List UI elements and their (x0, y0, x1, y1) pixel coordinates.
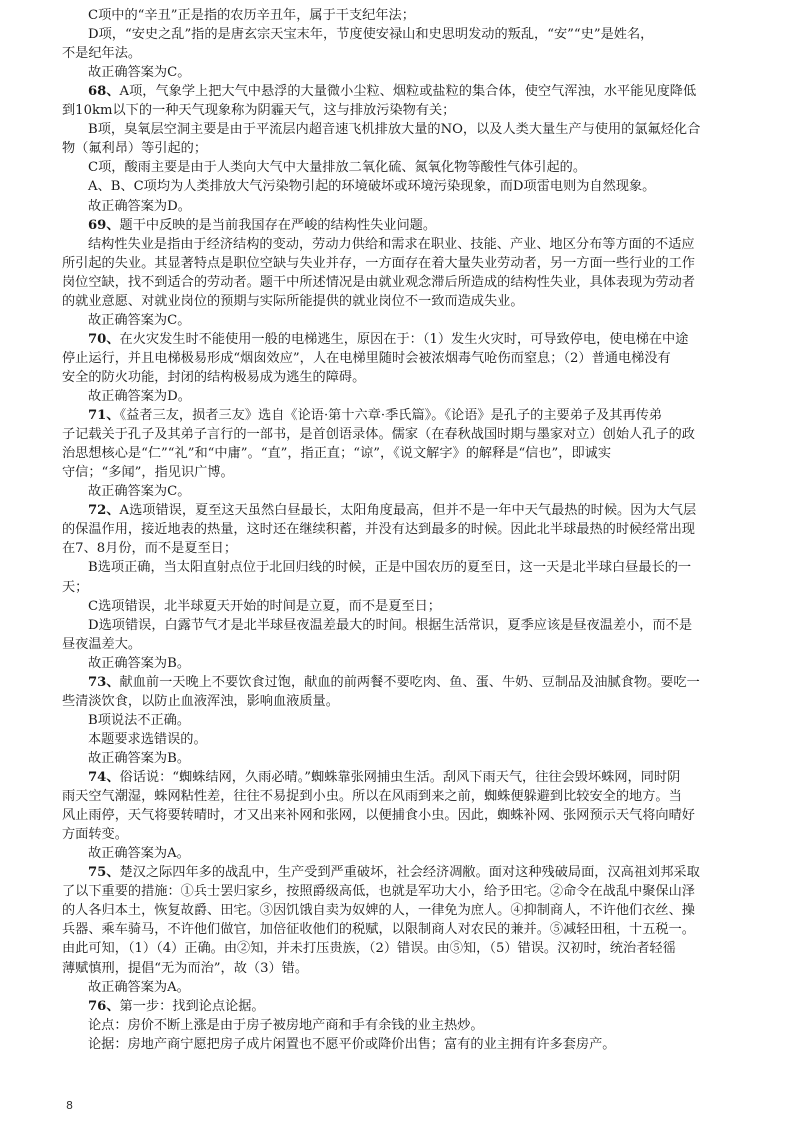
text-line: 在7、8月份，而不是夏至日； (62, 541, 238, 557)
text-line: 所引起的失业。其显著特点是职位空缺与失业并存，一方面存在着大量失业劳动者，另一方面一些行业的工作 (62, 255, 695, 271)
text-line: 故正确答案为A。 (88, 979, 190, 995)
text-line: 故正确答案为D。 (88, 198, 191, 214)
text-line: B选项正确，当太阳直射点位于北回归线的时候，正是中国农历的夏至日，这一天是北半球白昼最长的一 (88, 560, 692, 576)
text-line: 安全的防火功能，封闭的结构极易成为逃生的障碍。 (62, 369, 366, 385)
text-line: 69、题干中反映的是当前我国存在严峻的结构性失业问题。 (88, 217, 437, 233)
text-line: 由此可知，（1）（4）正确。由②知，并未打压贵族，（2）错误。由⑤知，（5）错误。汉初时，统治者轻徭 (62, 941, 676, 957)
text-line: 73、献血前一天晚上不要饮食过饱，献血的前两餐不要吃肉、鱼、蛋、牛奶、豆制品及油腻食物。要吃一 (88, 674, 700, 690)
text-line: 不是纪年法。 (62, 46, 142, 62)
text-line: 些清淡饮食，以防止血液浑浊，影响血液质量。 (62, 693, 339, 709)
text-line: 70、在火灾发生时不能使用一般的电梯逃生，原因在于：（1）发生火灾时，可导致停电，使电梯在中途 (88, 331, 689, 347)
page-number: 8 (66, 1099, 73, 1112)
text-line: 昼夜温差大。 (62, 636, 142, 652)
text-line: 故正确答案为C。 (88, 484, 191, 500)
text-line: 物（氟利昂）等引起的； (62, 141, 208, 157)
text-line: 子记载关于孔子及其弟子言行的一部书，是首创语录体。儒家（在春秋战国时期与墨家对立）创始人孔子的政 (62, 427, 695, 443)
text-line: 74、俗话说：“蜘蛛结网，久雨必晴。”蜘蛛靠张网捕虫生活。刮风下雨天气，往往会毁坏蛛网，同时阴 (88, 770, 681, 785)
text-line: D选项错误，白露节气才是北半球昼夜温差最大的时间。根据生活常识，夏季应该是昼夜温差小，而不是 (88, 617, 693, 633)
text-line: 治思想核心是“仁”“礼”和“中庸”。“直”，指正直；“谅”，《说文解字》的解释是“信也”，即诚实 (62, 446, 612, 462)
text-line: C项，酸雨主要是由于人类向大气中大量排放二氧化硫、氮氧化物等酸性气体引起的。 (88, 160, 587, 176)
text-line: 了以下重要的措施：①兵士罢归家乡，按照爵级高低，也就是军功大小，给予田宅。②命令在战乱中聚保山泽 (62, 884, 695, 900)
text-line: 天； (62, 579, 89, 595)
text-line: 守信；“多闻”，指见识广博。 (62, 465, 234, 481)
text-line: 故正确答案为B。 (88, 750, 191, 766)
text-line: 76、第一步：找到论点论据。 (88, 998, 265, 1014)
text-line: 到10km以下的一种天气现象称为阴霾天气，这与排放污染物有关； (62, 103, 456, 119)
text-line: 68、A项，气象学上把大气中悬浮的大量微小尘粒、烟粒或盐粒的集合体，使空气浑浊，水平能见度降低 (88, 84, 697, 100)
text-line: B项，臭氧层空洞主要是由于平流层内超音速飞机排放大量的NO，以及人类大量生产与使用的氯氟烃化合 (88, 122, 701, 138)
text-line: 75、楚汉之际四年多的战乱中，生产受到严重破坏，社会经济凋敝。面对这种残破局面，汉高祖刘邦采取 (88, 865, 700, 881)
text-line: D项，“安史之乱”指的是唐玄宗天宝末年，节度使安禄山和史思明发动的叛乱，“安”“史”是姓名， (88, 27, 654, 43)
text-line: 的人各归本土，恢复故爵、田宅。③因饥饿自卖为奴婢的人，一律免为庶人。④抑制商人，不许他们衣丝、操 (62, 903, 695, 919)
text-line: 故正确答案为C。 (88, 65, 191, 81)
text-line: 故正确答案为B。 (88, 655, 191, 671)
text-line: 结构性失业是指由于经济结构的变动，劳动力供给和需求在职业、技能、产业、地区分布等方面的不适应 (88, 236, 695, 252)
text-line: 论点：房价不断上涨是由于房子被房地产商和手有余钱的业主热炒。 (88, 1017, 484, 1033)
text-line: 故正确答案为A。 (88, 846, 190, 862)
text-line: 薄赋慎刑，提倡“无为而治”，故（3）错。 (62, 960, 309, 976)
text-line: A、B、C项均为人类排放大气污染物引起的环境破坏或环境污染现象，而D项雷电则为自然现象。 (88, 179, 656, 195)
text-line: 72、A选项错误，夏至这天虽然白昼最长，太阳角度最高，但并不是一年中天气最热的时候。因为大气层 (88, 503, 697, 519)
text-line: C项中的“辛丑”正是指的农历辛丑年，属于干支纪年法； (88, 8, 415, 23)
text-line: 停止运行，并且电梯极易形成“烟囱效应”，人在电梯里随时会被浓烟毒气呛伤而窒息；（2）普通电梯没有 (62, 350, 671, 366)
text-line: 故正确答案为C。 (88, 312, 191, 328)
text-line: 的就业意愿、对就业岗位的预期与实际所能提供的就业岗位不一致而造成失业。 (62, 293, 524, 309)
text-line: 岗位空缺，找不到适合的劳动者。题干中所述情况是由就业观念滞后所造成的结构性失业，具体表现为劳动者 (62, 274, 695, 290)
text-line: 方面转变。 (62, 827, 128, 843)
text-line: 的保温作用，接近地表的热量，这时还在继续积蓄，并没有达到最多的时候。因此北半球最热的时候经常出现 (62, 522, 695, 538)
text-line: 兵器、乘车骑马，不许他们做官，加倍征收他们的税赋，以限制商人对农民的兼并。⑤减轻田租，十五税一。 (62, 922, 695, 938)
text-line: 71、《益者三友，损者三友》选自《论语·第十六章·季氏篇》。《论语》是孔子的主要弟子及其再传弟 (88, 408, 663, 424)
text-line: 雨天空气潮湿，蛛网粘性差，往往不易捉到小虫。所以在风雨到来之前，蜘蛛便躲避到比较安全的地方。当 (62, 789, 682, 805)
text-line: 本题要求选错误的。 (88, 731, 207, 747)
text-line: 风止雨停，天气将要转晴时，才又出来补网和张网，以便捕食小虫。因此，蜘蛛补网、张网预示天气将向晴好 (62, 808, 695, 824)
text-line: C选项错误，北半球夏天开始的时间是立夏，而不是夏至日； (88, 598, 441, 614)
text-line: 故正确答案为D。 (88, 389, 191, 404)
text-line: B项说法不正确。 (88, 712, 191, 728)
text-line: 论据：房地产商宁愿把房子成片闲置也不愿平价或降价出售；富有的业主拥有许多套房产。 (88, 1036, 616, 1052)
